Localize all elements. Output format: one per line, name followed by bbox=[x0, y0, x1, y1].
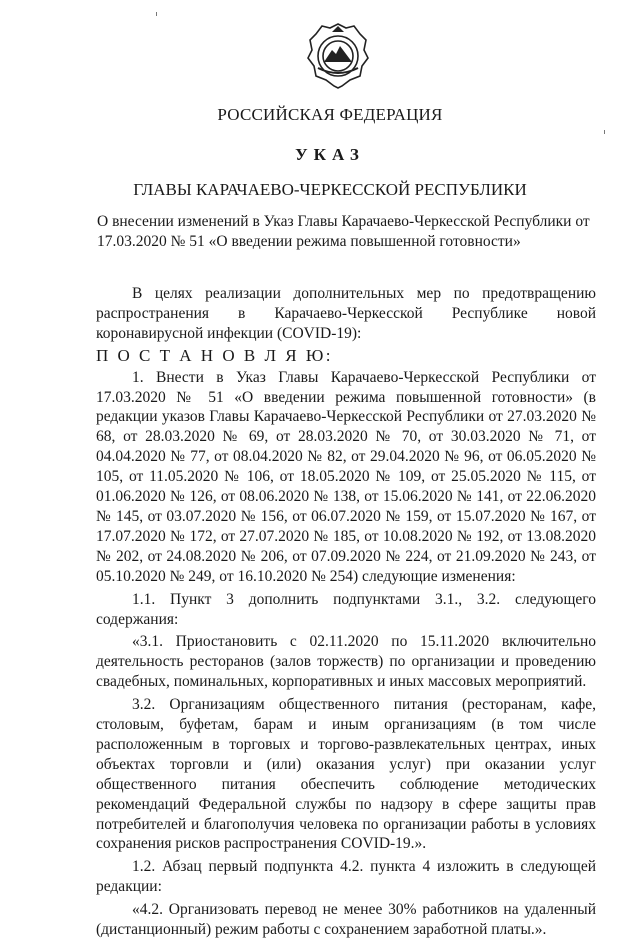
decree-word: П О С Т А Н О В Л Я Ю: bbox=[96, 345, 334, 365]
scan-speck bbox=[156, 12, 157, 16]
body-paragraph: 1. Внести в Указ Главы Карачаево-Черкесской Республики от 17.03.2020 № 51 «О введении режима повышенной готовности» (в редакции указов Главы Карачаево-Черкесской Республики от 27.03.2020 № 68, от 28.03.2020 № 69, от 28.03.2020 № 70, от 30.03.2020 № 71, от 04.04.2020 № 77, от 08.04.2020 № 82, от 29.04.2020 № 96, от 06.05.2020 № 105, от 11.05.2020 № 106, от 18.05.2020 № 109, от 25.05.2020 № 115, от 01.06.2020 № 126, от 08.06.2020 № 138, от 15.06.2020 № 141, от 22.06.2020 № 145, от 03.07.2020 № 156, от 06.07.2020 № 159, от 15.07.2020 № 167, от 17.07.2020 № 172, от 27.07.2020 № 185, от 10.08.2020 № 192, от 13.08.2020 № 202, от 24.08.2020 № 206, от 07.09.2020 № 224, от 21.09.2020 № 243, от 05.10.2020 № 249, от 16.10.2020 № 254) следующие изменения: bbox=[96, 368, 596, 585]
coat-of-arms-icon bbox=[302, 20, 374, 92]
body-paragraph: «4.2. Организовать перевод не менее 30% работников на удаленный (дистанционный) режим работы с сохранением заработной платы.». bbox=[96, 901, 596, 939]
body-paragraph: «3.1. Приостановить с 02.11.2020 по 15.11.2020 включительно деятельность ресторанов (залов торжеств) по организации и проведению свадебных, поминальных, корпоративных и иных массовых мероприятий. bbox=[96, 633, 596, 691]
document-body bbox=[96, 284, 596, 940]
country-heading: РОССИЙСКАЯ ФЕДЕРАЦИЯ bbox=[217, 105, 443, 124]
body-paragraph: 1.1. Пункт 3 дополнить подпунктами 3.1., 3.2. следующего содержания: bbox=[96, 590, 596, 628]
body-paragraph: 3.2. Организациям общественного питания (ресторанам, кафе, столовым, буфетам, барам и иным организациям (в том числе расположенным в торговых и торгово-развлекательных центрах, иных объектах торговли и (или) оказания услуг) при оказании услуг общественного питания обеспечить соблюдение методических рекомендаций Федеральной службы по надзору в сфере защиты прав потребителей и благополучия человека по организации работы в условиях сохранения рисков распространения COVID-19.». bbox=[96, 696, 596, 853]
scan-speck bbox=[604, 130, 605, 134]
document-subject: О внесении изменений в Указ Главы Карачаево-Черкесской Республики от 17.03.2020 № 51 «О введении режима повышенной готовности» bbox=[97, 213, 590, 250]
body-paragraph: 1.2. Абзац первый подпункта 4.2. пункта 4 изложить в следующей редакции: bbox=[96, 858, 596, 896]
issuer-heading: ГЛАВЫ КАРАЧАЕВО-ЧЕРКЕССКОЙ РЕСПУБЛИКИ bbox=[133, 180, 527, 199]
preamble-paragraph: В целях реализации дополнительных мер по предотвращению распространения в Карачаево-Черкесской Республике новой коронавирусной инфекции (COVID-19): bbox=[96, 285, 596, 342]
document-type-heading: УКАЗ bbox=[295, 145, 365, 164]
